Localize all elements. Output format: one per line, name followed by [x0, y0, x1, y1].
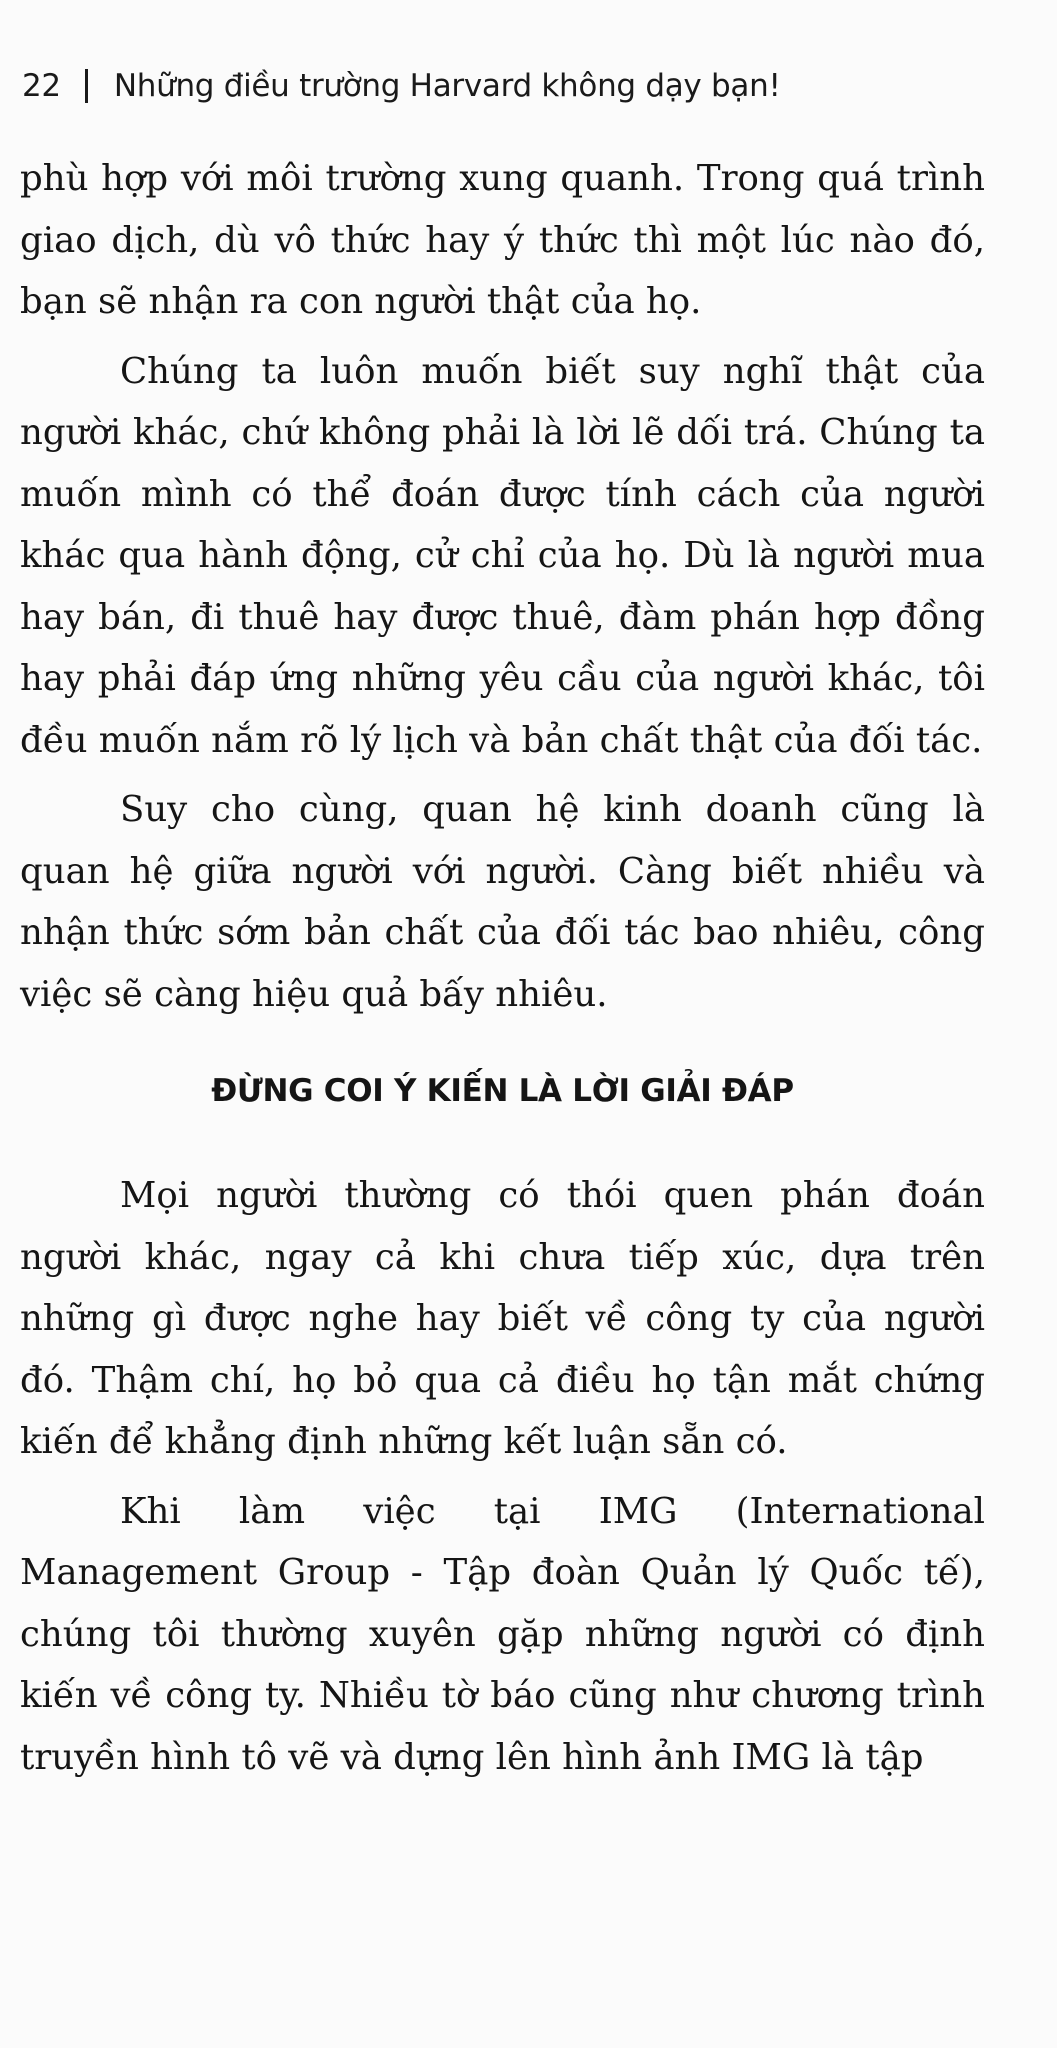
paragraph: Khi làm việc tại IMG (International Management Group - Tập đoàn Quản lý Quốc tế), chúng tôi thường xuyên gặp những người có định kiến về công ty. Nhiều tờ báo cũng như chương trình truyền hình tô vẽ và dựng lên hình ảnh IMG là tập	[20, 1490, 985, 1778]
section-heading: ĐỪNG COI Ý KIẾN LÀ LỜI GIẢI ĐÁP	[211, 1073, 794, 1109]
paragraph: Chúng ta luôn muốn biết suy nghĩ thật của người khác, chứ không phải là lời lẽ dối trá. Chúng ta muốn mình có thể đoán được tính cách của người khác qua hành động, cử chỉ của họ. Dù là người mua hay bán, đi thuê hay được thuê, đàm phán hợp đồng hay phải đáp ứng những yêu cầu của người khác, tôi đều muốn nắm rõ lý lịch và bản chất thật của đối tác.	[20, 350, 985, 761]
running-head	[22, 58, 781, 114]
book-title: Những điều trường Harvard không dạy bạn!	[113, 68, 781, 104]
header-separator	[85, 69, 88, 103]
page-body	[20, 148, 985, 1788]
paragraph: Mọi người thường có thói quen phán đoán người khác, ngay cả khi chưa tiếp xúc, dựa trên những gì được nghe hay biết về công ty của người đó. Thậm chí, họ bỏ qua cả điều họ tận mắt chứng kiến để khẳng định những kết luận sẵn có.	[20, 1175, 985, 1462]
page-number: 22	[22, 68, 61, 104]
paragraph: Suy cho cùng, quan hệ kinh doanh cũng là quan hệ giữa người với người. Càng biết nhiều và nhận thức sớm bản chất của đối tác bao nhiêu, công việc sẽ càng hiệu quả bấy nhiêu.	[20, 789, 985, 1015]
paragraph-continued: phù hợp với môi trường xung quanh. Trong quá trình giao dịch, dù vô thức hay ý thức thì một lúc nào đó, bạn sẽ nhận ra con người thật của họ.	[20, 158, 985, 322]
